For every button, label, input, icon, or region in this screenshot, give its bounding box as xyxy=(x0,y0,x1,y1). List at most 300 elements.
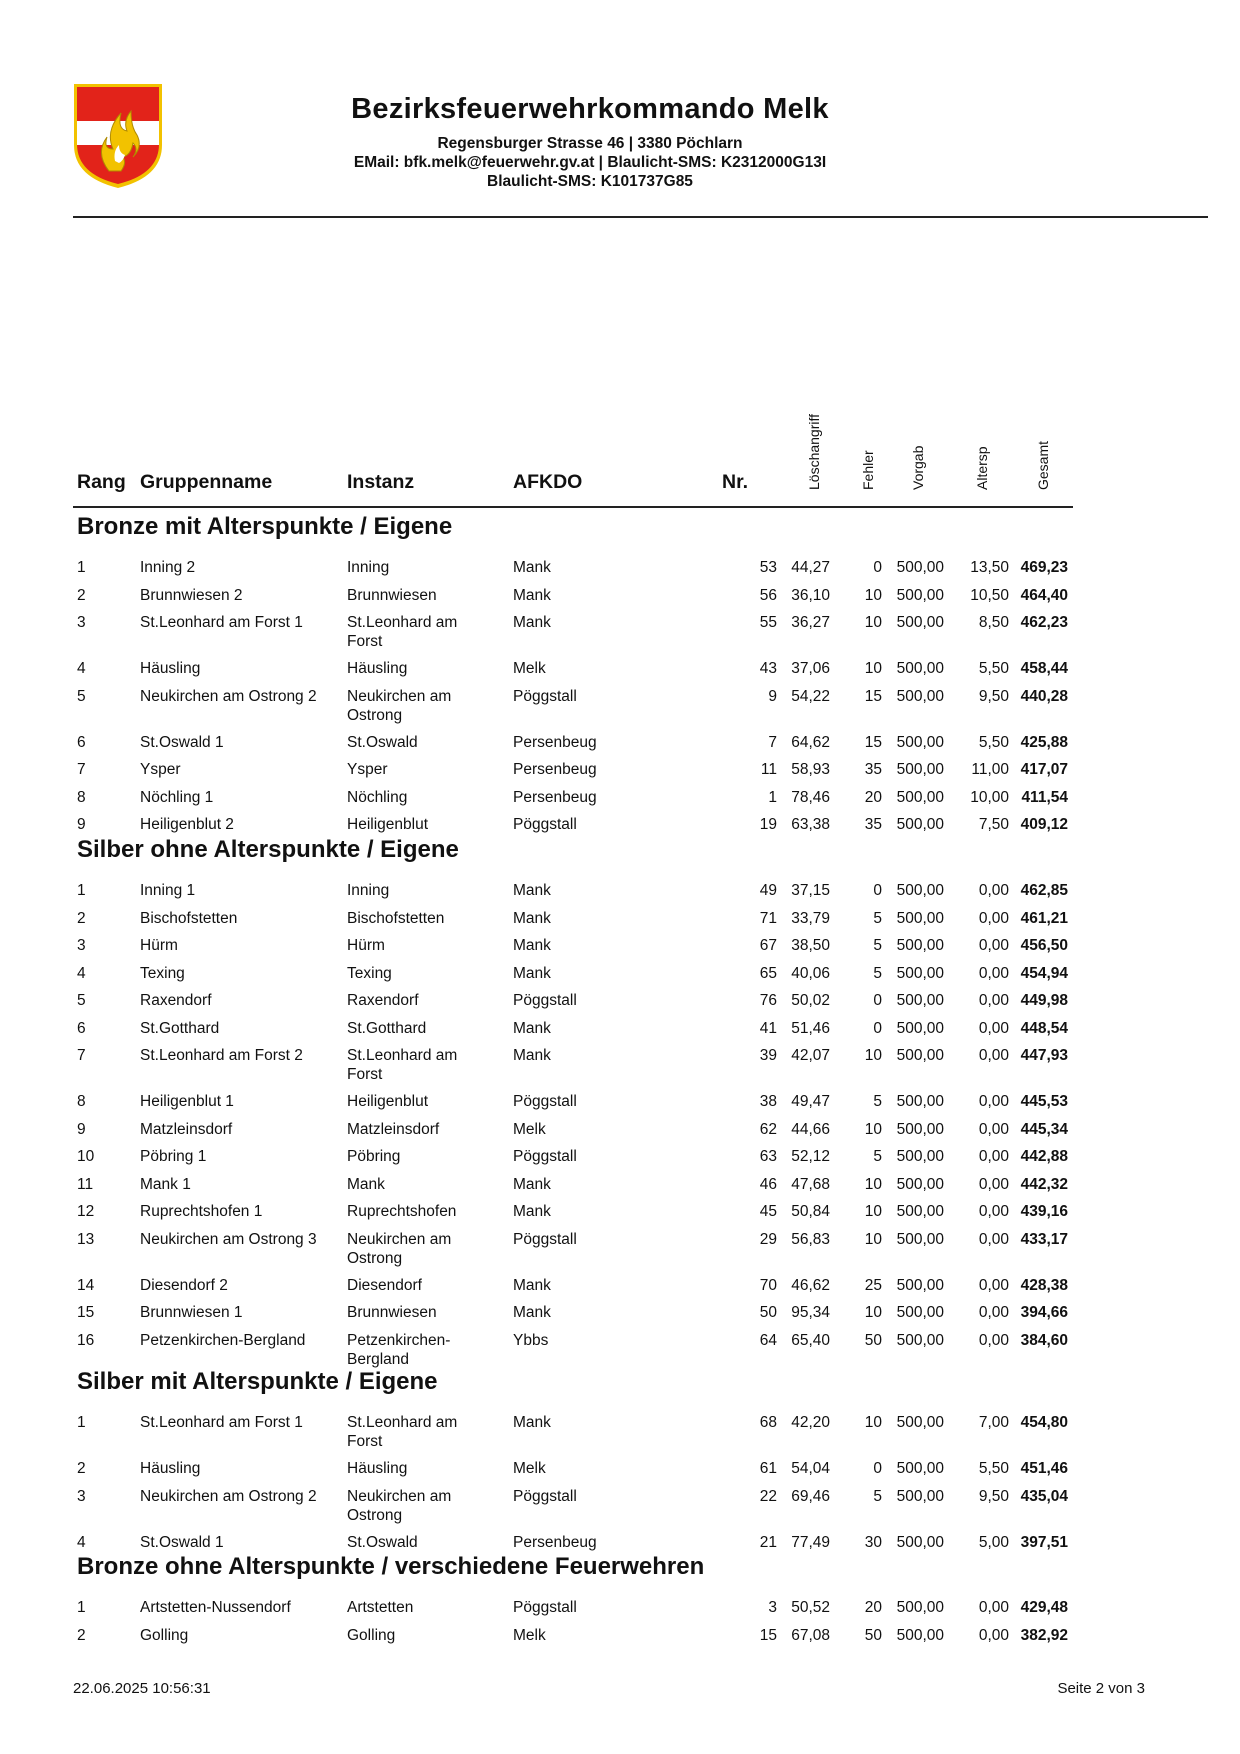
section-title: Silber mit Alterspunkte / Eigene xyxy=(77,1368,438,1395)
cell-rang: 10 xyxy=(77,1148,95,1165)
cell-vorgab: 500,00 xyxy=(896,1533,944,1551)
cell-gesamt: 454,80 xyxy=(1020,1414,1068,1431)
cell-gesamt: 454,94 xyxy=(1020,964,1068,982)
cell-fehler: 0 xyxy=(873,882,882,899)
cell-altersp: 13,50 xyxy=(970,559,1009,576)
cell-nr: 45 xyxy=(759,1203,777,1220)
cell-fehler: 0 xyxy=(873,559,882,576)
cell-nr: 61 xyxy=(759,1460,777,1477)
cell-gesamt: 448,54 xyxy=(1020,1019,1068,1037)
cell-fehler: 5 xyxy=(873,1148,882,1165)
cell-instanz: Golling xyxy=(347,1626,396,1644)
cell-instanz: Artstetten xyxy=(347,1599,414,1616)
cell-nr: 71 xyxy=(759,909,777,927)
cell-instanz: Neukirchen am Ostrong xyxy=(347,1487,452,1524)
cell-altersp: 0,00 xyxy=(978,1230,1009,1248)
cell-afkdo: Mank xyxy=(513,937,551,954)
cell-vorgab: 500,00 xyxy=(896,1626,944,1644)
page-number: Seite 2 von 3 xyxy=(1057,1680,1145,1697)
cell-fehler: 15 xyxy=(864,687,882,705)
cell-gesamt: 394,66 xyxy=(1020,1304,1068,1321)
cell-gesamt: 461,21 xyxy=(1020,909,1068,927)
table-row xyxy=(0,613,1240,657)
cell-vorgab: 500,00 xyxy=(896,882,944,899)
cell-loeschangriff: 38,50 xyxy=(791,937,830,954)
cell-nr: 7 xyxy=(768,733,777,751)
cell-altersp: 0,00 xyxy=(978,1626,1009,1644)
cell-afkdo: Mank xyxy=(513,1047,551,1064)
cell-loeschangriff: 44,27 xyxy=(791,559,830,576)
cell-gesamt: 456,50 xyxy=(1020,937,1068,954)
cell-fehler: 0 xyxy=(873,1460,882,1477)
cell-rang: 3 xyxy=(77,937,86,954)
cell-gruppenname: Ruprechtshofen 1 xyxy=(140,1203,263,1220)
cell-afkdo: Mank xyxy=(513,1304,551,1321)
cell-gesamt: 409,12 xyxy=(1020,816,1068,833)
cell-instanz: Matzleinsdorf xyxy=(347,1120,440,1138)
cell-nr: 38 xyxy=(759,1093,777,1110)
cell-vorgab: 500,00 xyxy=(896,1148,944,1165)
cell-rang: 11 xyxy=(77,1175,94,1193)
cell-instanz: St.Oswald xyxy=(347,1533,418,1551)
cell-altersp: 8,50 xyxy=(978,614,1009,631)
cell-vorgab: 500,00 xyxy=(896,1331,944,1349)
cell-fehler: 20 xyxy=(864,788,882,806)
cell-instanz: Pöbring xyxy=(347,1148,401,1165)
cell-instanz: St.Oswald xyxy=(347,733,418,751)
cell-nr: 67 xyxy=(759,937,777,954)
cell-fehler: 35 xyxy=(864,761,882,778)
cell-loeschangriff: 54,22 xyxy=(791,687,830,705)
cell-loeschangriff: 36,10 xyxy=(791,586,830,604)
cell-rang: 6 xyxy=(77,1019,86,1037)
cell-rang: 13 xyxy=(77,1230,95,1248)
cell-loeschangriff: 42,07 xyxy=(791,1047,830,1064)
cell-altersp: 7,50 xyxy=(978,816,1009,833)
cell-altersp: 0,00 xyxy=(978,1047,1009,1064)
cell-instanz: Petzenkirchen-Bergland xyxy=(347,1331,451,1368)
cell-afkdo: Pöggstall xyxy=(513,1093,577,1110)
cell-vorgab: 500,00 xyxy=(896,761,944,778)
cell-loeschangriff: 54,04 xyxy=(791,1460,830,1477)
col-loeschangriff: Löschangriff xyxy=(806,413,822,490)
cell-gesamt: 435,04 xyxy=(1020,1487,1068,1505)
cell-instanz: Häusling xyxy=(347,660,408,677)
cell-gesamt: 384,60 xyxy=(1020,1331,1068,1349)
cell-nr: 64 xyxy=(759,1331,777,1349)
cell-loeschangriff: 33,79 xyxy=(791,909,830,927)
cell-loeschangriff: 49,47 xyxy=(791,1093,830,1110)
cell-fehler: 50 xyxy=(864,1626,882,1644)
cell-gruppenname: Heiligenblut 2 xyxy=(140,816,234,833)
cell-afkdo: Mank xyxy=(513,614,551,631)
cell-afkdo: Mank xyxy=(513,882,551,899)
cell-altersp: 10,00 xyxy=(970,788,1009,806)
cell-afkdo: Pöggstall xyxy=(513,1148,577,1165)
cell-fehler: 10 xyxy=(864,586,882,604)
cell-gruppenname: Golling xyxy=(140,1626,189,1644)
cell-gesamt: 439,16 xyxy=(1020,1203,1068,1220)
cell-instanz: Mank xyxy=(347,1175,385,1193)
cell-gesamt: 449,98 xyxy=(1020,992,1068,1009)
page-title: Bezirksfeuerwehrkommando Melk xyxy=(351,93,829,125)
cell-gruppenname: Inning 1 xyxy=(140,882,196,899)
cell-fehler: 50 xyxy=(864,1331,882,1349)
cell-gruppenname: St.Leonhard am Forst 1 xyxy=(140,614,303,631)
cell-loeschangriff: 56,83 xyxy=(791,1230,830,1248)
cell-gruppenname: St.Oswald 1 xyxy=(140,733,224,751)
header-divider xyxy=(73,216,1208,218)
cell-afkdo: Pöggstall xyxy=(513,687,577,705)
cell-instanz: Raxendorf xyxy=(347,992,419,1009)
cell-nr: 49 xyxy=(759,882,777,899)
cell-nr: 63 xyxy=(759,1148,777,1165)
cell-vorgab: 500,00 xyxy=(896,1599,944,1616)
cell-gruppenname: Pöbring 1 xyxy=(140,1148,207,1165)
cell-rang: 9 xyxy=(77,816,86,833)
cell-afkdo: Persenbeug xyxy=(513,788,597,806)
cell-afkdo: Melk xyxy=(513,1626,546,1644)
cell-fehler: 10 xyxy=(864,1203,882,1220)
cell-altersp: 9,50 xyxy=(978,1487,1009,1505)
cell-nr: 21 xyxy=(759,1533,777,1551)
cell-gesamt: 447,93 xyxy=(1020,1047,1068,1064)
cell-rang: 5 xyxy=(77,687,86,705)
cell-rang: 8 xyxy=(77,1093,86,1110)
cell-gruppenname: Texing xyxy=(140,964,185,982)
cell-instanz: Heiligenblut xyxy=(347,816,428,833)
cell-instanz: St.Leonhard am Forst xyxy=(347,1047,458,1083)
cell-gesamt: 462,85 xyxy=(1020,882,1068,899)
cell-fehler: 20 xyxy=(864,1599,882,1616)
cell-loeschangriff: 37,06 xyxy=(791,660,830,677)
cell-gruppenname: Hürm xyxy=(140,937,178,954)
cell-loeschangriff: 51,46 xyxy=(791,1019,830,1037)
cell-gesamt: 417,07 xyxy=(1020,761,1068,778)
cell-rang: 3 xyxy=(77,1487,86,1505)
cell-rang: 7 xyxy=(77,1047,86,1064)
cell-rang: 4 xyxy=(77,660,86,677)
section-title: Bronze mit Alterspunkte / Eigene xyxy=(77,513,453,540)
cell-afkdo: Mank xyxy=(513,586,551,604)
cell-rang: 2 xyxy=(77,586,86,604)
cell-nr: 68 xyxy=(759,1414,777,1431)
cell-loeschangriff: 42,20 xyxy=(791,1414,830,1431)
table-row xyxy=(0,1230,1240,1274)
cell-nr: 11 xyxy=(760,761,777,778)
cell-altersp: 5,50 xyxy=(978,660,1009,677)
cell-altersp: 0,00 xyxy=(978,1175,1009,1193)
cell-vorgab: 500,00 xyxy=(896,586,944,604)
cell-vorgab: 500,00 xyxy=(896,1230,944,1248)
cell-fehler: 35 xyxy=(864,816,882,833)
cell-fehler: 10 xyxy=(864,1414,882,1431)
cell-fehler: 5 xyxy=(873,909,882,927)
print-timestamp: 22.06.2025 10:56:31 xyxy=(73,1680,211,1697)
cell-gruppenname: Heiligenblut 1 xyxy=(140,1093,234,1110)
cell-rang: 16 xyxy=(77,1331,95,1349)
col-gesamt: Gesamt xyxy=(1035,440,1051,490)
cell-gruppenname: Brunnwiesen 1 xyxy=(140,1304,243,1321)
cell-vorgab: 500,00 xyxy=(896,816,944,833)
table-row xyxy=(0,687,1240,731)
cell-fehler: 10 xyxy=(864,660,882,677)
cell-rang: 2 xyxy=(77,909,86,927)
cell-fehler: 10 xyxy=(864,1304,882,1321)
cell-gesamt: 442,88 xyxy=(1020,1148,1068,1165)
cell-altersp: 0,00 xyxy=(978,1019,1009,1037)
cell-fehler: 25 xyxy=(864,1276,882,1294)
cell-altersp: 5,50 xyxy=(978,733,1009,751)
cell-afkdo: Persenbeug xyxy=(513,733,597,751)
cell-nr: 15 xyxy=(759,1626,777,1644)
cell-fehler: 5 xyxy=(873,964,882,982)
cell-fehler: 10 xyxy=(864,1120,882,1138)
cell-vorgab: 500,00 xyxy=(896,687,944,705)
cell-rang: 14 xyxy=(77,1276,95,1294)
cell-vorgab: 500,00 xyxy=(896,1047,944,1064)
contact-line: EMail: bfk.melk@feuerwehr.gv.at | Blaulicht-SMS: K2312000G13I xyxy=(353,154,827,171)
cell-afkdo: Melk xyxy=(513,1460,546,1477)
cell-rang: 3 xyxy=(77,614,86,631)
cell-afkdo: Pöggstall xyxy=(513,1487,577,1505)
cell-instanz: Texing xyxy=(347,964,392,982)
cell-gruppenname: St.Leonhard am Forst 1 xyxy=(140,1414,303,1431)
cell-loeschangriff: 95,34 xyxy=(791,1304,830,1321)
cell-afkdo: Persenbeug xyxy=(513,1533,597,1551)
cell-nr: 43 xyxy=(759,660,777,677)
cell-altersp: 0,00 xyxy=(978,937,1009,954)
cell-gruppenname: Nöchling 1 xyxy=(140,788,214,806)
cell-nr: 70 xyxy=(759,1276,777,1294)
cell-fehler: 5 xyxy=(873,1487,882,1505)
cell-gruppenname: St.Gotthard xyxy=(140,1019,220,1037)
cell-afkdo: Melk xyxy=(513,660,546,677)
cell-loeschangriff: 37,15 xyxy=(791,882,830,899)
cell-nr: 55 xyxy=(759,614,777,631)
cell-vorgab: 500,00 xyxy=(896,937,944,954)
cell-loeschangriff: 50,52 xyxy=(791,1599,830,1616)
cell-vorgab: 500,00 xyxy=(896,1414,944,1431)
cell-afkdo: Ybbs xyxy=(513,1331,549,1349)
cell-gruppenname: Artstetten-Nussendorf xyxy=(140,1599,291,1616)
col-gruppenname: Gruppenname xyxy=(140,471,273,493)
cell-gesamt: 462,23 xyxy=(1020,614,1068,631)
cell-altersp: 0,00 xyxy=(978,1599,1009,1616)
col-fehler: Fehler xyxy=(860,450,876,490)
cell-loeschangriff: 63,38 xyxy=(791,816,830,833)
cell-instanz: Häusling xyxy=(347,1460,408,1477)
cell-fehler: 10 xyxy=(864,614,882,631)
cell-gesamt: 382,92 xyxy=(1020,1626,1068,1644)
cell-nr: 46 xyxy=(759,1175,777,1193)
cell-altersp: 0,00 xyxy=(978,1304,1009,1321)
cell-gruppenname: Brunnwiesen 2 xyxy=(140,586,243,604)
cell-afkdo: Mank xyxy=(513,1276,551,1294)
cell-instanz: Nöchling xyxy=(347,788,408,806)
cell-gruppenname: Häusling xyxy=(140,660,201,677)
cell-vorgab: 500,00 xyxy=(896,1120,944,1138)
cell-altersp: 0,00 xyxy=(978,1331,1009,1349)
cell-instanz: Hürm xyxy=(347,937,385,954)
table-row xyxy=(0,1487,1240,1531)
cell-nr: 53 xyxy=(759,559,777,576)
cell-gesamt: 469,23 xyxy=(1020,559,1068,576)
section-title: Bronze ohne Alterspunkte / verschiedene Feuerwehren xyxy=(77,1553,705,1580)
cell-loeschangriff: 58,93 xyxy=(791,761,830,778)
cell-rang: 15 xyxy=(77,1304,95,1321)
cell-gesamt: 445,53 xyxy=(1020,1093,1068,1110)
cell-altersp: 0,00 xyxy=(978,992,1009,1009)
cell-nr: 62 xyxy=(759,1120,777,1138)
cell-altersp: 0,00 xyxy=(978,1203,1009,1220)
cell-instanz: Heiligenblut xyxy=(347,1093,428,1110)
cell-afkdo: Mank xyxy=(513,964,551,982)
cell-gruppenname: Bischofstetten xyxy=(140,909,238,927)
cell-gruppenname: Raxendorf xyxy=(140,992,212,1009)
cell-afkdo: Pöggstall xyxy=(513,816,577,833)
cell-gesamt: 428,38 xyxy=(1020,1276,1068,1294)
cell-vorgab: 500,00 xyxy=(896,1487,944,1505)
cell-fehler: 15 xyxy=(864,733,882,751)
cell-loeschangriff: 44,66 xyxy=(791,1120,830,1138)
cell-rang: 9 xyxy=(77,1120,86,1138)
cell-gruppenname: Mank 1 xyxy=(140,1175,191,1193)
cell-gesamt: 442,32 xyxy=(1020,1175,1068,1193)
cell-afkdo: Mank xyxy=(513,909,551,927)
cell-fehler: 5 xyxy=(873,937,882,954)
cell-loeschangriff: 52,12 xyxy=(791,1148,830,1165)
cell-rang: 6 xyxy=(77,733,86,751)
cell-gruppenname: Ysper xyxy=(140,761,181,778)
cell-vorgab: 500,00 xyxy=(896,1276,944,1294)
cell-instanz: Neukirchen am Ostrong xyxy=(347,1230,452,1267)
cell-afkdo: Mank xyxy=(513,559,551,576)
cell-gesamt: 433,17 xyxy=(1020,1230,1068,1248)
cell-vorgab: 500,00 xyxy=(896,909,944,927)
cell-rang: 2 xyxy=(77,1460,86,1477)
sms-line: Blaulicht-SMS: K101737G85 xyxy=(487,173,693,190)
cell-loeschangriff: 78,46 xyxy=(791,788,830,806)
cell-vorgab: 500,00 xyxy=(896,992,944,1009)
cell-fehler: 0 xyxy=(873,992,882,1009)
cell-gruppenname: Inning 2 xyxy=(140,559,196,576)
cell-rang: 1 xyxy=(77,559,86,576)
cell-gruppenname: Häusling xyxy=(140,1460,201,1477)
col-nr: Nr. xyxy=(722,471,749,493)
cell-vorgab: 500,00 xyxy=(896,1019,944,1037)
table-header-divider xyxy=(73,506,1073,508)
cell-gruppenname: St.Leonhard am Forst 2 xyxy=(140,1047,303,1064)
cell-rang: 2 xyxy=(77,1626,86,1644)
cell-instanz: St.Leonhard am Forst xyxy=(347,614,458,650)
cell-fehler: 10 xyxy=(864,1175,882,1193)
cell-gesamt: 411,54 xyxy=(1021,788,1068,806)
cell-afkdo: Pöggstall xyxy=(513,992,577,1009)
section-title: Silber ohne Alterspunkte / Eigene xyxy=(77,836,459,863)
cell-rang: 1 xyxy=(77,882,86,899)
cell-nr: 22 xyxy=(759,1487,777,1505)
col-instanz: Instanz xyxy=(347,471,415,493)
cell-instanz: Inning xyxy=(347,882,390,899)
cell-nr: 3 xyxy=(768,1599,777,1616)
cell-instanz: Brunnwiesen xyxy=(347,1304,437,1321)
cell-altersp: 0,00 xyxy=(978,882,1009,899)
cell-vorgab: 500,00 xyxy=(896,1203,944,1220)
cell-gesamt: 464,40 xyxy=(1020,586,1068,604)
cell-afkdo: Pöggstall xyxy=(513,1599,577,1616)
cell-loeschangriff: 50,84 xyxy=(791,1203,830,1220)
cell-vorgab: 500,00 xyxy=(896,1093,944,1110)
col-altersp: Altersp xyxy=(974,446,990,490)
cell-vorgab: 500,00 xyxy=(896,614,944,631)
cell-gesamt: 445,34 xyxy=(1020,1120,1068,1138)
cell-rang: 7 xyxy=(77,761,86,778)
cell-vorgab: 500,00 xyxy=(896,1304,944,1321)
cell-altersp: 0,00 xyxy=(978,1276,1009,1294)
cell-nr: 50 xyxy=(759,1304,777,1321)
cell-gruppenname: Matzleinsdorf xyxy=(140,1120,233,1138)
cell-instanz: St.Leonhard am Forst xyxy=(347,1414,458,1450)
cell-gesamt: 451,46 xyxy=(1020,1460,1068,1477)
cell-afkdo: Mank xyxy=(513,1203,551,1220)
cell-vorgab: 500,00 xyxy=(896,559,944,576)
table-row xyxy=(0,1626,1240,1670)
cell-vorgab: 500,00 xyxy=(896,788,944,806)
cell-nr: 41 xyxy=(759,1019,777,1037)
cell-instanz: Ruprechtshofen xyxy=(347,1203,457,1220)
col-vorgab: Vorgab xyxy=(910,445,926,490)
cell-nr: 1 xyxy=(768,788,777,806)
cell-gruppenname: St.Oswald 1 xyxy=(140,1533,224,1551)
cell-altersp: 11,00 xyxy=(971,761,1009,778)
cell-fehler: 0 xyxy=(873,1019,882,1037)
cell-fehler: 30 xyxy=(864,1533,882,1551)
cell-nr: 39 xyxy=(759,1047,777,1064)
cell-loeschangriff: 69,46 xyxy=(791,1487,830,1505)
cell-gesamt: 458,44 xyxy=(1020,660,1068,677)
cell-vorgab: 500,00 xyxy=(896,964,944,982)
col-rang: Rang xyxy=(77,471,126,493)
cell-altersp: 0,00 xyxy=(978,909,1009,927)
cell-afkdo: Melk xyxy=(513,1120,546,1138)
address-line: Regensburger Strasse 46 | 3380 Pöchlarn xyxy=(437,135,743,152)
cell-altersp: 0,00 xyxy=(978,1093,1009,1110)
cell-loeschangriff: 77,49 xyxy=(791,1533,830,1551)
table-row xyxy=(0,1046,1240,1090)
cell-rang: 5 xyxy=(77,992,86,1009)
cell-nr: 76 xyxy=(759,992,777,1009)
cell-nr: 19 xyxy=(759,816,777,833)
cell-fehler: 10 xyxy=(864,1230,882,1248)
cell-gesamt: 425,88 xyxy=(1020,733,1068,751)
table-row xyxy=(0,1413,1240,1457)
cell-gruppenname: Neukirchen am Ostrong 3 xyxy=(140,1230,317,1248)
cell-instanz: Brunnwiesen xyxy=(347,586,437,604)
cell-rang: 4 xyxy=(77,1533,86,1551)
cell-altersp: 0,00 xyxy=(978,1148,1009,1165)
cell-nr: 29 xyxy=(759,1230,777,1248)
cell-altersp: 10,50 xyxy=(970,586,1009,604)
cell-loeschangriff: 36,27 xyxy=(791,614,830,631)
cell-gruppenname: Petzenkirchen-Bergland xyxy=(140,1331,306,1349)
cell-loeschangriff: 46,62 xyxy=(791,1276,830,1294)
cell-loeschangriff: 64,62 xyxy=(791,733,830,751)
cell-nr: 56 xyxy=(759,586,777,604)
cell-nr: 9 xyxy=(768,687,777,705)
cell-rang: 1 xyxy=(77,1414,86,1431)
cell-gesamt: 429,48 xyxy=(1020,1599,1068,1616)
